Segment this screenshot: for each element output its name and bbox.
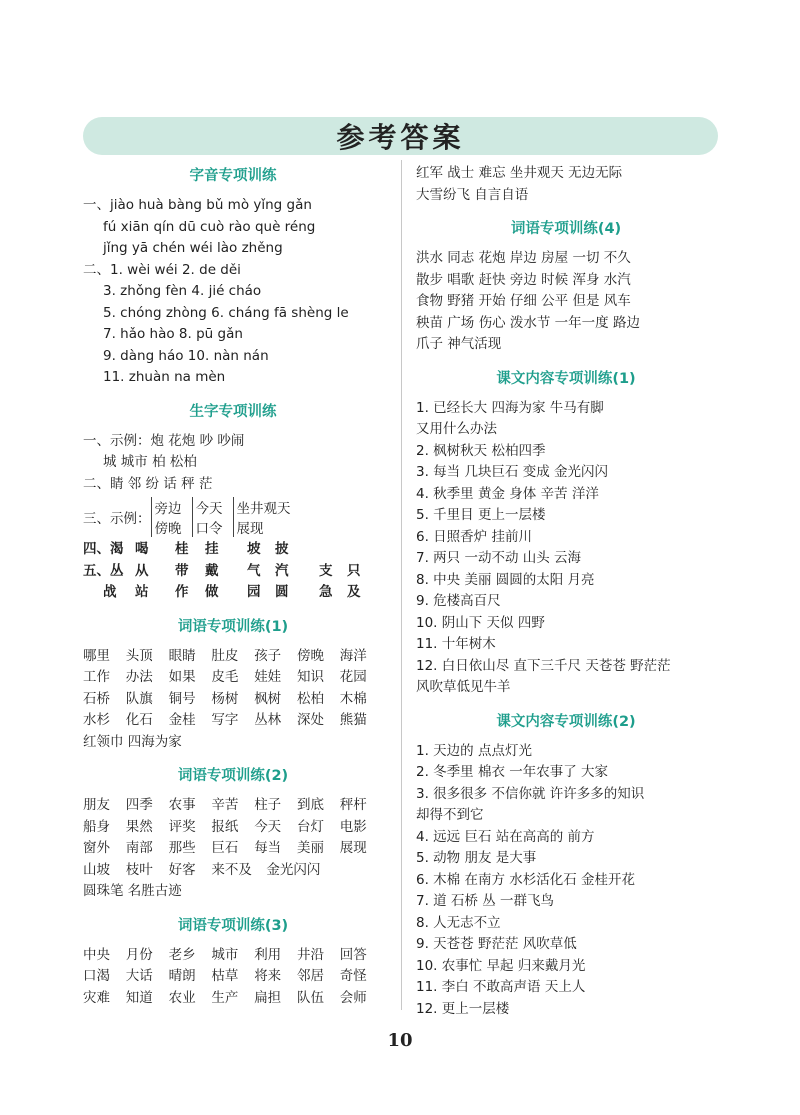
answer-line: 7. 两只 一动不动 山头 云海 — [416, 550, 582, 566]
answer-cell: 站 — [135, 584, 149, 600]
answer-line: 10. 农事忙 早起 归来戴月光 — [416, 957, 586, 974]
word: 电影 — [339, 818, 367, 835]
answer-line-bracketed — [83, 495, 383, 539]
word: 扁担 — [254, 989, 282, 1006]
answer-cell: 做 — [205, 584, 219, 600]
answer-cell: 气 — [247, 562, 261, 579]
word: 眼睛 — [168, 647, 196, 664]
word: 月份 — [125, 946, 153, 963]
word: 会师 — [339, 989, 367, 1006]
answer-line: 3. zhǒng fèn 4. jié cháo — [103, 283, 262, 299]
title-banner — [83, 117, 718, 155]
word: 头顶 — [125, 647, 153, 664]
word: 石桥 — [83, 690, 110, 707]
ziyin-answers — [83, 195, 383, 389]
answer-line: 10. 阴山下 天似 四野 — [416, 614, 545, 631]
right-column — [416, 163, 716, 1020]
answer-cell: 坡 — [247, 541, 261, 557]
answer-line: 一、jiào huà bàng bǔ mò yǐng gǎn — [83, 197, 312, 213]
answer-line: 二、睛 邻 纷 话 秤 茫 — [83, 475, 213, 492]
bracket-word: 展现 — [236, 521, 264, 537]
word: 写字 — [211, 712, 239, 728]
word: 口渴 — [83, 968, 110, 984]
answer-line: 3. 每当 几块巨石 变成 金光闪闪 — [416, 464, 609, 480]
answer-line: 秧苗 广场 伤心 泼水节 一年一度 路边 — [416, 314, 640, 331]
answer-line: 1. 已经长大 四海为家 牛马有脚 — [416, 399, 604, 416]
word: 农事 — [168, 797, 196, 813]
answer-line: 2. 冬季里 棉衣 一年农事了 大家 — [416, 764, 609, 780]
answer-line: 城 城市 柏 松柏 — [103, 454, 197, 470]
word: 金桂 — [168, 712, 196, 728]
answer-cell: 披 — [275, 541, 289, 557]
word: 金光闪闪 — [266, 861, 321, 878]
word: 如果 — [168, 669, 196, 685]
word: 柱子 — [254, 797, 282, 813]
answer-cell: 及 — [347, 584, 361, 600]
word: 肚皮 — [211, 647, 239, 664]
word: 美丽 — [296, 840, 324, 856]
answer-cell: 戴 — [205, 562, 219, 579]
word: 丛林 — [254, 712, 282, 728]
answer-cell: 从 — [135, 562, 149, 579]
answer-cell: 只 — [347, 562, 361, 579]
word: 花园 — [339, 669, 367, 685]
answer-line: 大雪纷飞 自言自语 — [416, 186, 529, 203]
section-title-shengzi: 生字专项训练 — [189, 403, 277, 420]
answer-cell: 支 — [319, 562, 333, 579]
word: 化石 — [125, 712, 153, 728]
answer-line: 二、1. wèi wéi 2. de děi — [83, 261, 241, 278]
answer-line: 一、示例：炮 花炮 吵 吵闹 — [83, 432, 245, 449]
word: 评奖 — [168, 818, 196, 835]
answer-line: 11. 李白 不敢高声语 天上人 — [416, 979, 586, 995]
answer-line: 爪子 神气活现 — [416, 336, 502, 352]
word: 井沿 — [296, 946, 324, 963]
word: 山坡 — [83, 861, 110, 878]
word: 娃娃 — [254, 669, 282, 685]
answer-line: 8. 中央 美丽 圆圆的太阳 月亮 — [416, 571, 595, 588]
word: 晴朗 — [168, 968, 196, 984]
answer-line: 5. chóng zhòng 6. cháng fā shèng le — [103, 304, 349, 321]
answer-cell: 带 — [175, 562, 189, 579]
answer-line: 9. 危楼高百尺 — [416, 593, 501, 609]
answer-line: 又用什么办法 — [416, 421, 497, 437]
word: 窗外 — [83, 840, 110, 856]
word: 回答 — [339, 946, 367, 963]
answer-line: 9. 天苍苍 野茫茫 风吹草低 — [416, 936, 577, 952]
word: 那些 — [168, 840, 196, 856]
answer-line: 红军 战士 难忘 坐井观天 无边无际 — [416, 165, 623, 181]
section-title-ciyu-1: 词语专项训练(1) — [177, 618, 289, 635]
word: 辛苦 — [211, 797, 239, 813]
word: 知识 — [296, 669, 324, 685]
answer-cell: 急 — [319, 584, 333, 600]
word: 队旗 — [125, 690, 153, 707]
answer-line: 洪水 同志 花炮 岸边 房屋 一切 不久 — [416, 250, 631, 266]
section-title-ciyu-4: 词语专项训练(4) — [510, 221, 622, 237]
word: 队伍 — [296, 989, 324, 1006]
answer-cell: 园 — [247, 584, 261, 600]
answer-line: 8. 人无志不立 — [416, 914, 501, 931]
word-grid — [83, 945, 383, 1010]
answer-line: 12. 更上一层楼 — [416, 1000, 510, 1017]
answer-line: 食物 野猪 开始 仔细 公平 但是 风车 — [416, 293, 631, 309]
word: 农业 — [168, 989, 196, 1006]
answer-cell: 汽 — [275, 562, 289, 579]
answer-line: 6. 日照香炉 挂前川 — [416, 528, 532, 545]
answer-cell: 四、渴 — [83, 541, 124, 557]
word: 枯草 — [211, 968, 239, 984]
word: 木棉 — [339, 690, 367, 707]
word: 台灯 — [296, 818, 324, 835]
answer-line: 1. 天边的 点点灯光 — [416, 742, 532, 759]
answer-line: 11. 十年树木 — [416, 636, 496, 652]
word: 皮毛 — [211, 669, 239, 685]
answer-cell: 桂 — [175, 541, 189, 557]
section-title-kewen-2: 课文内容专项训练(2) — [496, 713, 636, 730]
word: 将来 — [254, 968, 282, 984]
left-column — [83, 163, 383, 1009]
word: 海洋 — [339, 647, 367, 664]
word: 铜号 — [168, 690, 196, 707]
word: 知道 — [125, 989, 153, 1006]
answer-cell: 作 — [175, 584, 189, 600]
answer-line: 风吹草低见牛羊 — [416, 679, 511, 695]
word: 四季 — [125, 797, 153, 813]
word: 傍晚 — [296, 647, 324, 664]
answer-line: 11. zhuàn na mèn — [103, 369, 226, 385]
word: 果然 — [125, 818, 153, 835]
word: 利用 — [254, 946, 282, 963]
answer-line — [83, 539, 383, 561]
word: 朋友 — [83, 797, 110, 813]
answer-line: 3. 很多很多 不信你就 许许多多的知识 — [416, 785, 645, 802]
word: 城市 — [211, 946, 239, 963]
word: 哪里 — [83, 647, 110, 664]
word: 展现 — [339, 840, 367, 856]
answer-line: 6. 木棉 在南方 水杉活化石 金桂开花 — [416, 871, 636, 888]
section-title-kewen-1: 课文内容专项训练(1) — [496, 370, 636, 387]
answer-cell: 喝 — [135, 541, 149, 557]
word: 熊猫 — [339, 712, 367, 728]
answer-line: fú xiān qín dū cuò rào què réng — [103, 218, 316, 235]
word: 好客 — [168, 861, 196, 878]
answer-cell: 圆 — [275, 584, 289, 600]
answer-cell: 挂 — [205, 541, 219, 557]
word: 灾难 — [83, 989, 110, 1006]
bracket-word: 口令 — [195, 521, 223, 537]
answer-cell: 五、丛 — [83, 562, 124, 579]
bracket-group — [192, 497, 223, 537]
answer-line: jǐng yā chén wéi lào zhěng — [103, 240, 283, 256]
word: 南部 — [125, 840, 153, 856]
word-grid — [83, 795, 383, 881]
section-title-ciyu-2: 词语专项训练(2) — [177, 768, 289, 784]
word: 工作 — [83, 669, 110, 685]
answer-line: 圆珠笔 名胜古迹 — [83, 883, 182, 899]
bracket-word: 今天 — [195, 501, 223, 517]
answer-line: 7. 道 石桥 丛 一群飞鸟 — [416, 893, 555, 909]
answer-line: 12. 白日依山尽 直下三千尺 天苍苍 野茫茫 — [416, 657, 671, 674]
answer-line: 9. dàng háo 10. nàn nán — [103, 347, 269, 364]
word: 办法 — [125, 669, 153, 685]
word: 生产 — [211, 989, 239, 1006]
word: 船身 — [83, 818, 110, 835]
word: 枫树 — [254, 690, 282, 707]
answer-line: 7. hǎo hào 8. pū gǎn — [103, 326, 243, 342]
column-divider — [401, 160, 402, 1010]
word: 老乡 — [168, 946, 196, 963]
section-title-ziyin: 字音专项训练 — [189, 168, 277, 184]
word: 到底 — [296, 797, 324, 813]
word: 邻居 — [296, 968, 324, 984]
word: 来不及 — [211, 861, 252, 878]
word: 杨树 — [211, 690, 239, 707]
bracket-group — [151, 497, 182, 537]
answer-line: 却得不到它 — [416, 807, 484, 823]
answer-line: 红领巾 四海为家 — [83, 733, 182, 750]
page-title: 参考答案 — [336, 121, 465, 154]
answer-line: 4. 秋季里 黄金 身体 辛苦 洋洋 — [416, 485, 599, 502]
word-grid — [83, 646, 383, 732]
word: 奇怪 — [339, 968, 367, 984]
answer-line: 5. 千里目 更上一层楼 — [416, 507, 546, 523]
word: 枝叶 — [125, 861, 153, 878]
answer-line — [83, 582, 383, 604]
bracket-word: 傍晚 — [154, 521, 182, 537]
word: 每当 — [254, 840, 282, 856]
answer-prefix: 三、示例： — [83, 511, 151, 527]
word: 秤杆 — [339, 797, 367, 813]
answer-line: 散步 唱歌 赶快 旁边 时候 浑身 水汽 — [416, 271, 631, 288]
answer-line: 4. 远远 巨石 站在高高的 前方 — [416, 828, 595, 845]
bracket-word: 坐井观天 — [236, 501, 291, 517]
word: 孩子 — [254, 647, 282, 664]
word: 中央 — [83, 946, 110, 963]
answer-line: 2. 枫树秋天 松柏四季 — [416, 442, 546, 459]
word: 深处 — [296, 712, 324, 728]
bracket-group — [233, 497, 291, 537]
word: 大话 — [125, 968, 153, 984]
page-number: 10 — [387, 1030, 413, 1051]
word: 报纸 — [211, 818, 239, 835]
word: 今天 — [254, 818, 282, 835]
answer-cell: 战 — [103, 584, 117, 600]
section-title-ciyu-3: 词语专项训练(3) — [177, 917, 289, 934]
word: 松柏 — [296, 690, 324, 707]
word: 巨石 — [211, 840, 239, 856]
answer-line: 5. 动物 朋友 是大事 — [416, 850, 537, 866]
bracket-word: 旁边 — [154, 501, 182, 517]
word: 水杉 — [83, 712, 110, 728]
answer-line — [83, 561, 383, 583]
